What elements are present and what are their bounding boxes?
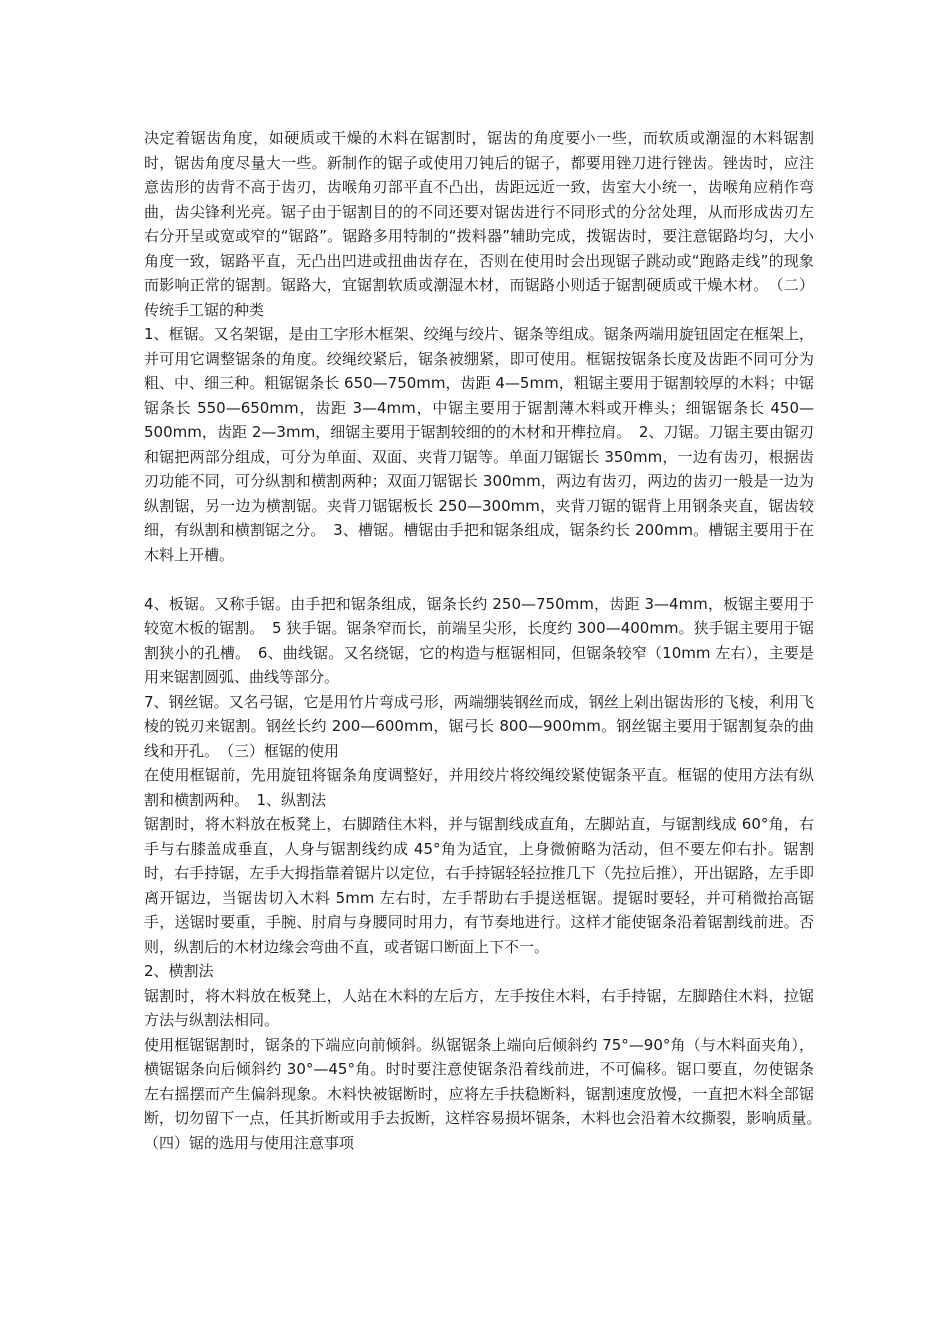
paragraph-saw-teeth-angle: 决定着锯齿角度，如硬质或干燥的木料在锯割时，锯齿的角度要小一些，而软质或潮湿的木料锯割时，锯齿角度尽量大一些。新制作的锯子或使用刀钝后的锯子，都要用锉刀进行锉齿。锉齿时，应注意齿形的齿背不高于齿刃，齿喉角刃部平直不凸出，齿距远近一致，齿室大小统一，齿喉角应稍作弯曲，齿尖锋利光亮。锯子由于锯割目的的不同还要对锯齿进行不同形式的分岔处理，从而形成齿刃左右分开呈或宽或窄的“锯路”。锯路多用特制的“拨料器”辅助完成，拨锯齿时，要注意锯路均匀，大小角度一致，锯路平直，无凸出凹进或扭曲齿存在，否则在使用时会出现锯子跳动或“跑路走线”的现象而影响正常的锯割。锯路大，宜锯割软质或潮湿木材，而锯路小则适于锯割硬质或干燥木材。 （二）传统手工锯的种类 (144, 129, 814, 319)
paragraph-frame-saw: 1、框锯。又名架锯，是由工字形木框架、绞绳与绞片、锯条等组成。锯条两端用旋钮固定在框架上，并可用它调整锯条的角度。绞绳绞紧后，锯条被绷紧，即可使用。框锯按锯条长度及齿距不同可分为粗、中、细三种。粗锯锯条长 650—750mm，齿距 4—5mm，粗锯主要用于锯割较厚的木料；中锯锯条长 550—650mm，齿距 3—4mm，中锯主要用于锯割薄木料或开榫头；细锯锯条长 450—500mm，齿距 2—3mm，细锯主要用于锯割较细的的木材和开榫拉肩。 2、刀锯。刀锯主要由锯刃和锯把两部分组成，可分为单面、双面、夹背刀锯等。单面刀锯锯长 350mm，一边有齿刃，根据齿刃功能不同，可分纵割和横割两种；双面刀锯锯长 300mm，两边有齿刃，两边的齿刃一般是一边为纵割锯，另一边为横割锯。夹背刀锯锯板长 250—300mm，夹背刀锯的锯背上用钢条夹直，锯齿较细，有纵割和横割锯之分。 3、槽锯。槽锯由手把和锯条组成，锯条约长 200mm。槽锯主要用于在木料上开槽。 (144, 325, 814, 564)
paragraph-saw-tilt: 使用框锯锯割时，锯条的下端应向前倾斜。纵锯锯条上端向后倾斜约 75°—90°角（与木料面夹角），横锯锯条向后倾斜约 30°—45°角。时时要注意使锯条沿着线前进，不可偏移。锯口要直，勿使锯条左右摇摆而产生偏斜现象。木料快被锯断时，应将左手扶稳断料，锯割速度放慢，一直把木料全部锯断，切勿留下一点，任其折断或用手去扳断，这样容易损坏锯条，木料也会沿着木纹撕裂，影响质量。 （四）锯的选用与使用注意事项 (144, 1035, 830, 1152)
paragraph-rip-cut-method: 锯割时，将木料放在板凳上，右脚踏住木料，并与锯割线成直角，左脚站直，与锯割线成 60°角，右手与右膝盖成垂直，人身与锯割线约成 45°角为适宜，上身微俯略为活动，但不要左仰右扑。锯割时，右手持锯，左手大拇指靠着锯片以定位，右手持锯轻轻拉推几下（先拉后推），开出锯路，左手即离开锯边，当锯齿切入木料 5mm 左右时，左手帮助右手提送框锯。提锯时要轻，并可稍微抬高锯手，送锯时要重，手腕、肘肩与身腰同时用力，有节奏地进行。这样才能使锯条沿着锯割线前进。否则，纵割后的木材边缘会弯曲不直，或者锯口断面上下不一。 (144, 815, 814, 956)
paragraph-cross-cut-method: 锯割时，将木料放在板凳上，人站在木料的左后方，左手按住木料，右手持锯，左脚踏住木料，拉锯方法与纵割法相同。 (144, 986, 814, 1029)
paragraph-wire-saw: 7、钢丝锯。又名弓锯，它是用竹片弯成弓形，两端绷装钢丝而成，钢丝上剁出锯齿形的飞棱，利用飞棱的锐刃来锯割。钢丝长约 200—600mm，锯弓长 800—900mm。钢丝锯主要用于锯割复杂的曲线和开孔。 （三）框锯的使用 (144, 692, 814, 760)
document-body (144, 126, 830, 1155)
heading-cross-cut: 2、横割法 (144, 962, 214, 980)
paragraph-blank (144, 567, 814, 592)
paragraph-panel-saw: 4、板锯。又称手锯。由手把和锯条组成，锯条长约 250—750mm，齿距 3—4mm，板锯主要用于较宽木板的锯割。 5 狭手锯。锯条窄而长，前端呈尖形，长度约 300—400mm。狭手锯主要用于锯割狭小的孔槽。 6、曲线锯。又名绕锯，它的构造与框锯相同，但锯条较窄（10mm 左右），主要是用来锯割圆弧、曲线等部分。 (144, 594, 814, 686)
paragraph-frame-saw-usage: 在使用框锯前，先用旋钮将锯条角度调整好，并用绞片将绞绳绞紧使锯条平直。框锯的使用方法有纵割和横割两种。 1、纵割法 (144, 766, 814, 809)
